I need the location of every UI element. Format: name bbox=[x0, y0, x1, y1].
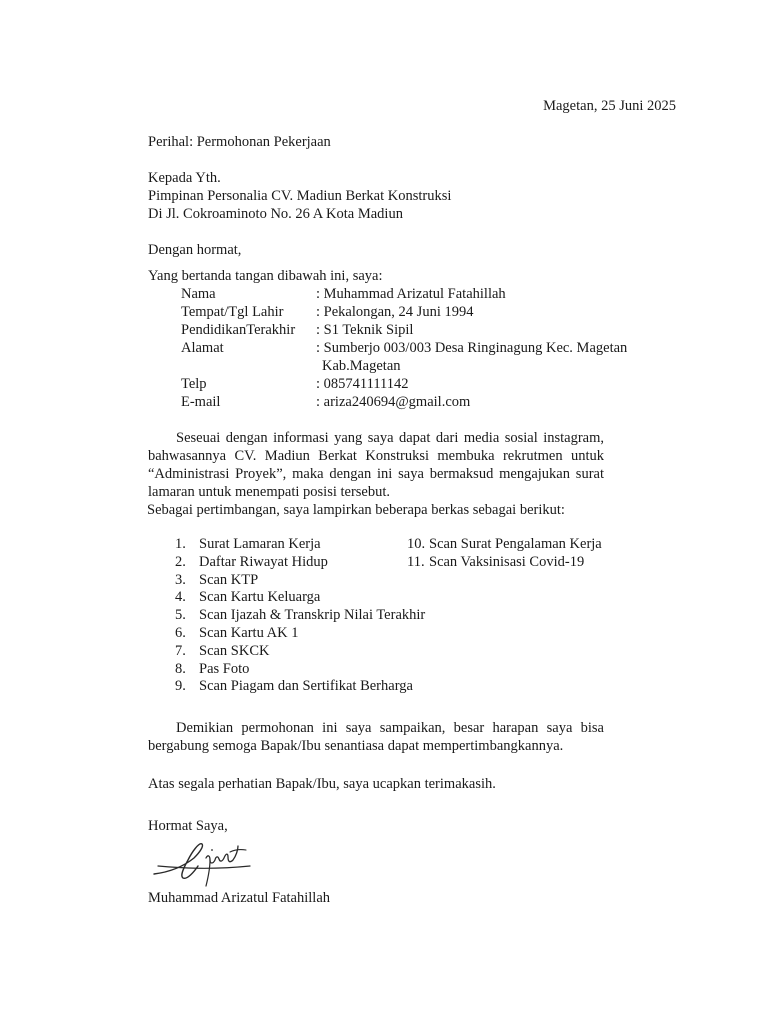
list-item: 4. Scan Kartu Keluarga bbox=[175, 589, 321, 606]
info-value-pendidikan: : S1 Teknik Sipil bbox=[316, 322, 414, 338]
info-label-alamat: Alamat bbox=[181, 340, 224, 356]
letter-subject: Perihal: Permohonan Pekerjaan bbox=[148, 134, 331, 150]
body-paragraph: Seseuai dengan informasi yang saya dapat dari media sosial instagram, bahwasannya CV. Madiun Berkat Konstruksi membuka rekrutmen untuk “Administrasi Proyek”, maka dengan ini saya bermaksud mengajukan surat lamaran untuk menempati posisi tersebut. bbox=[148, 430, 604, 500]
list-item: 7. Scan SKCK bbox=[175, 642, 270, 659]
info-value-telp: : 085741111142 bbox=[316, 376, 409, 392]
list-item: 10. Scan Surat Pengalaman Kerja bbox=[407, 536, 602, 552]
info-value-ttl: : Pekalongan, 24 Juni 1994 bbox=[316, 304, 474, 320]
info-value-email: : ariza240694@gmail.com bbox=[316, 394, 471, 410]
list-item: 3. Scan KTP bbox=[175, 571, 259, 588]
attachment-list-left bbox=[175, 536, 425, 696]
signature-image bbox=[150, 836, 262, 890]
closing-paragraph: Demikian permohonan ini saya sampaikan, besar harapan saya bisa bergabung semoga Bapak/Ibu senantiasa dapat mempertimbangkannya. bbox=[148, 720, 604, 754]
thanks-line: Atas segala perhatian Bapak/Ibu, saya ucapkan terimakasih. bbox=[148, 776, 496, 792]
list-item: 6. Scan Kartu AK 1 bbox=[175, 624, 299, 641]
list-item: 2. Daftar Riwayat Hidup bbox=[175, 553, 328, 570]
attachments-intro: Sebagai pertimbangan, saya lampirkan beberapa berkas sebagai berikut: bbox=[147, 502, 565, 518]
list-item: 9. Scan Piagam dan Sertifikat Berharga bbox=[175, 678, 413, 695]
info-label-nama: Nama bbox=[181, 286, 216, 302]
list-item: 8. Pas Foto bbox=[175, 660, 250, 677]
info-label-pendidikan: PendidikanTerakhir bbox=[181, 322, 296, 338]
letter-date: Magetan, 25 Juni 2025 bbox=[543, 98, 676, 114]
recipient-line-1: Kepada Yth. bbox=[148, 170, 221, 186]
info-label-email: E-mail bbox=[181, 394, 221, 410]
info-value-alamat: : Sumberjo 003/003 Desa Ringinagung Kec. Magetan bbox=[316, 340, 628, 356]
list-item: 11. Scan Vaksinisasi Covid-19 bbox=[407, 553, 585, 570]
info-value-alamat-cont: Kab.Magetan bbox=[322, 358, 401, 374]
info-value-nama: : Muhammad Arizatul Fatahillah bbox=[316, 286, 506, 302]
intro-line: Yang bertanda tangan dibawah ini, saya: bbox=[148, 268, 383, 284]
signer-name: Muhammad Arizatul Fatahillah bbox=[148, 890, 331, 906]
recipient-line-2: Pimpinan Personalia CV. Madiun Berkat Konstruksi bbox=[148, 188, 452, 204]
info-label-telp: Telp bbox=[181, 376, 207, 392]
recipient-line-3: Di Jl. Cokroaminoto No. 26 A Kota Madiun bbox=[148, 206, 403, 222]
attachment-list-right bbox=[407, 536, 602, 572]
greeting: Dengan hormat, bbox=[148, 242, 242, 258]
info-label-ttl: Tempat/Tgl Lahir bbox=[181, 304, 284, 320]
list-item: 1. Surat Lamaran Kerja bbox=[175, 536, 321, 552]
list-item: 5. Scan Ijazah & Transkrip Nilai Terakhir bbox=[175, 607, 426, 624]
signoff: Hormat Saya, bbox=[148, 818, 228, 834]
